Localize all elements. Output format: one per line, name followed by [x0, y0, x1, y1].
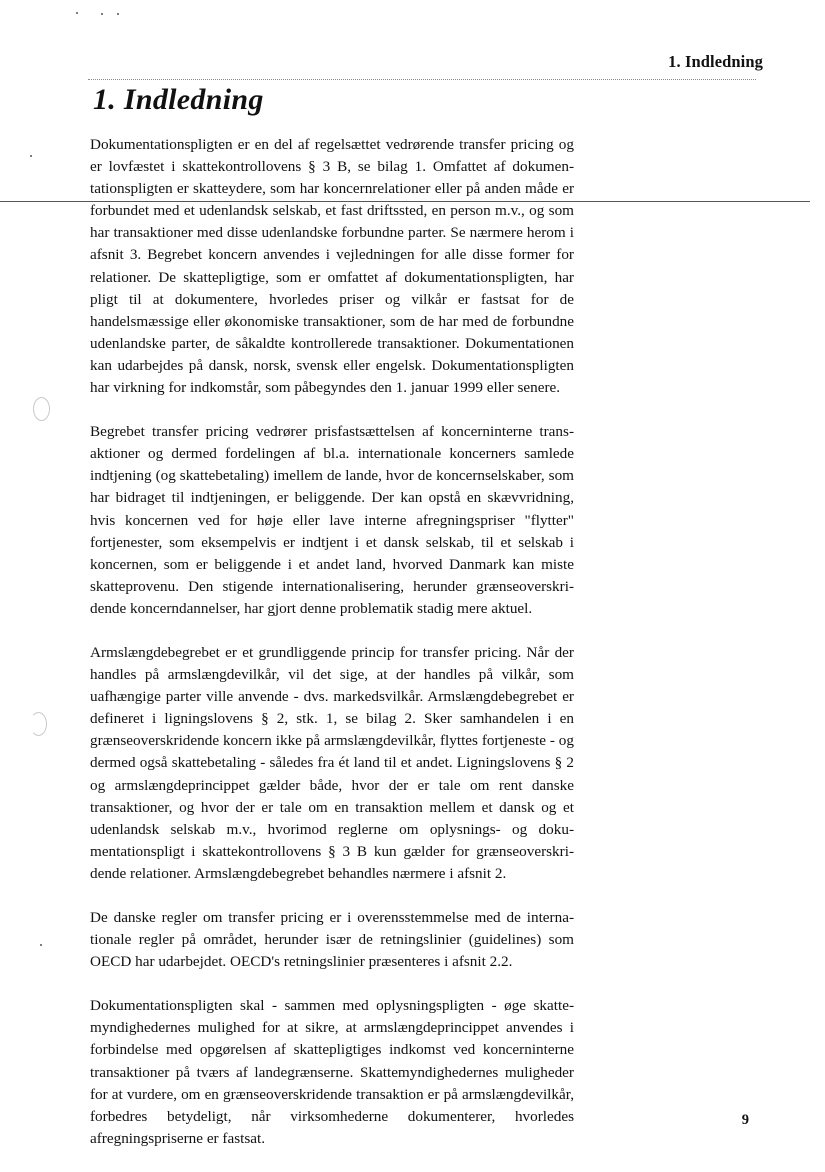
paragraph-armslaengde: Armslængdebegrebet er et grundliggende princip for transfer pricing. Når der handles på armslængdevilkår, vil det sige, at der handles på vilkår, som uafhængige parter ville anvende - dvs. markedsvilkår. Armslængdebegrebet er defineret i ligningslovens § 2, stk. 1, se bilag 2. Sker samhandelen i en grænseoverskridende koncern ikke på armslængdevilkår, flyttes fortjeneste - og dermed også skattebetaling - således fra ét land til et andet. Ligningslovens § 2 og armslængdeprincippet gælder både, hvor der er tale om rent danske transaktioner, og hvor der er tale om en transaktion mellem et dansk og et udenlandsk selskab m.v., hvorimod reglerne om oplysnings- og dokumentationspligt i skattekontrollovens § 3 B kun gælder for grænseoverskridende relationer. Armslængdebegrebet behandles nærmere i afsnit 2.	[90, 643, 574, 882]
scan-speck	[30, 155, 32, 157]
paragraph-oplysningspligt: Dokumentationspligten skal - sammen med oplysningspligten - øge skattemyndighedernes mulighed for at sikre, at armslængdeprincippet anvendes i forbindelse med opgørelsen af skattepligtiges indkomst ved koncerninterne transaktioner på tværs af landegrænserne. Skattemyndighedernes muligheder for at vurdere, om en grænseoverskridende transaktion er på armslængdevilkår, forbedres betydeligt, når virksomhederne dokumenterer, hvorledes afregningspriserne er fastsat.	[90, 997, 574, 1147]
scan-speck	[40, 944, 42, 946]
punch-hole	[30, 712, 47, 736]
punch-hole	[33, 397, 50, 421]
paragraph-dokumentationspligt: Dokumentationspligten er en del af regelsættet vedrørende transfer pricing og er lovfæstet i skattekontrollovens § 3 B, se bilag 1. Omfattet af dokumentationspligten er skatteydere, som har koncernrelationer eller på anden måde er forbundet med et udenlandsk selskab, et fast driftssted, en person m.v., og som har transaktioner med disse udenlandske forbundne parter. Se nærmere herom i afsnit 3. Begrebet koncern anvendes i vejledningen for alle disse former for relationer. De skattepligtige, som er omfattet af dokumentationspligten, har pligt til at dokumentere, hvorledes priser og vilkår er fastsat for de handelsmæssige eller økonomiske transaktioner, som de har med de forbundne udenlandske parter, de såkaldte kontrollerede transaktioner. Dokumentationen kan udarbejdes på dansk, norsk, svensk eller engelsk. Dokumentationspligten har virkning for indkomstår, som påbegyndes den 1. januar 1999 eller senere.	[90, 136, 574, 397]
running-header: 1. Indledning	[668, 52, 763, 71]
paragraph-transfer-pricing: Begrebet transfer pricing vedrører prisfastsættelsen af koncerninterne transaktioner og dermed fordelingen af bl.a. internationale koncerners samlede indtjening (og skattebetaling) imellem de lande, hvor de koncernselskaber, som har bidraget til indtjeningen, er beliggende. Der kan opstå en skævvridning, hvis koncernen ved for høje eller lave interne afregningspriser "flytter" fortjenester, som eksempelvis er indtjent i et dansk selskab, til et selskab i koncernen, som er beliggende i et andet land, hvorved Danmark kan miste skatteprovenu. Den stigende internationalisering, herunder grænseoverskridende koncerndannelser, har gjort denne problematik stadig mere aktuel.	[90, 423, 574, 617]
page-number: 9	[741, 1112, 749, 1128]
scan-speck	[76, 12, 78, 14]
scan-speck	[101, 13, 103, 15]
scan-speck	[117, 13, 119, 15]
chapter-title: 1. Indledning	[93, 83, 264, 116]
header-rule	[88, 79, 756, 80]
paragraph-oecd: De danske regler om transfer pricing er i overensstemmelse med de internationale regler på området, herunder især de retningslinier (guidelines) som OECD har udarbejdet. OECD's retningslinier præsenteres i afsnit 2.2.	[90, 909, 574, 971]
body-text	[90, 134, 574, 1172]
